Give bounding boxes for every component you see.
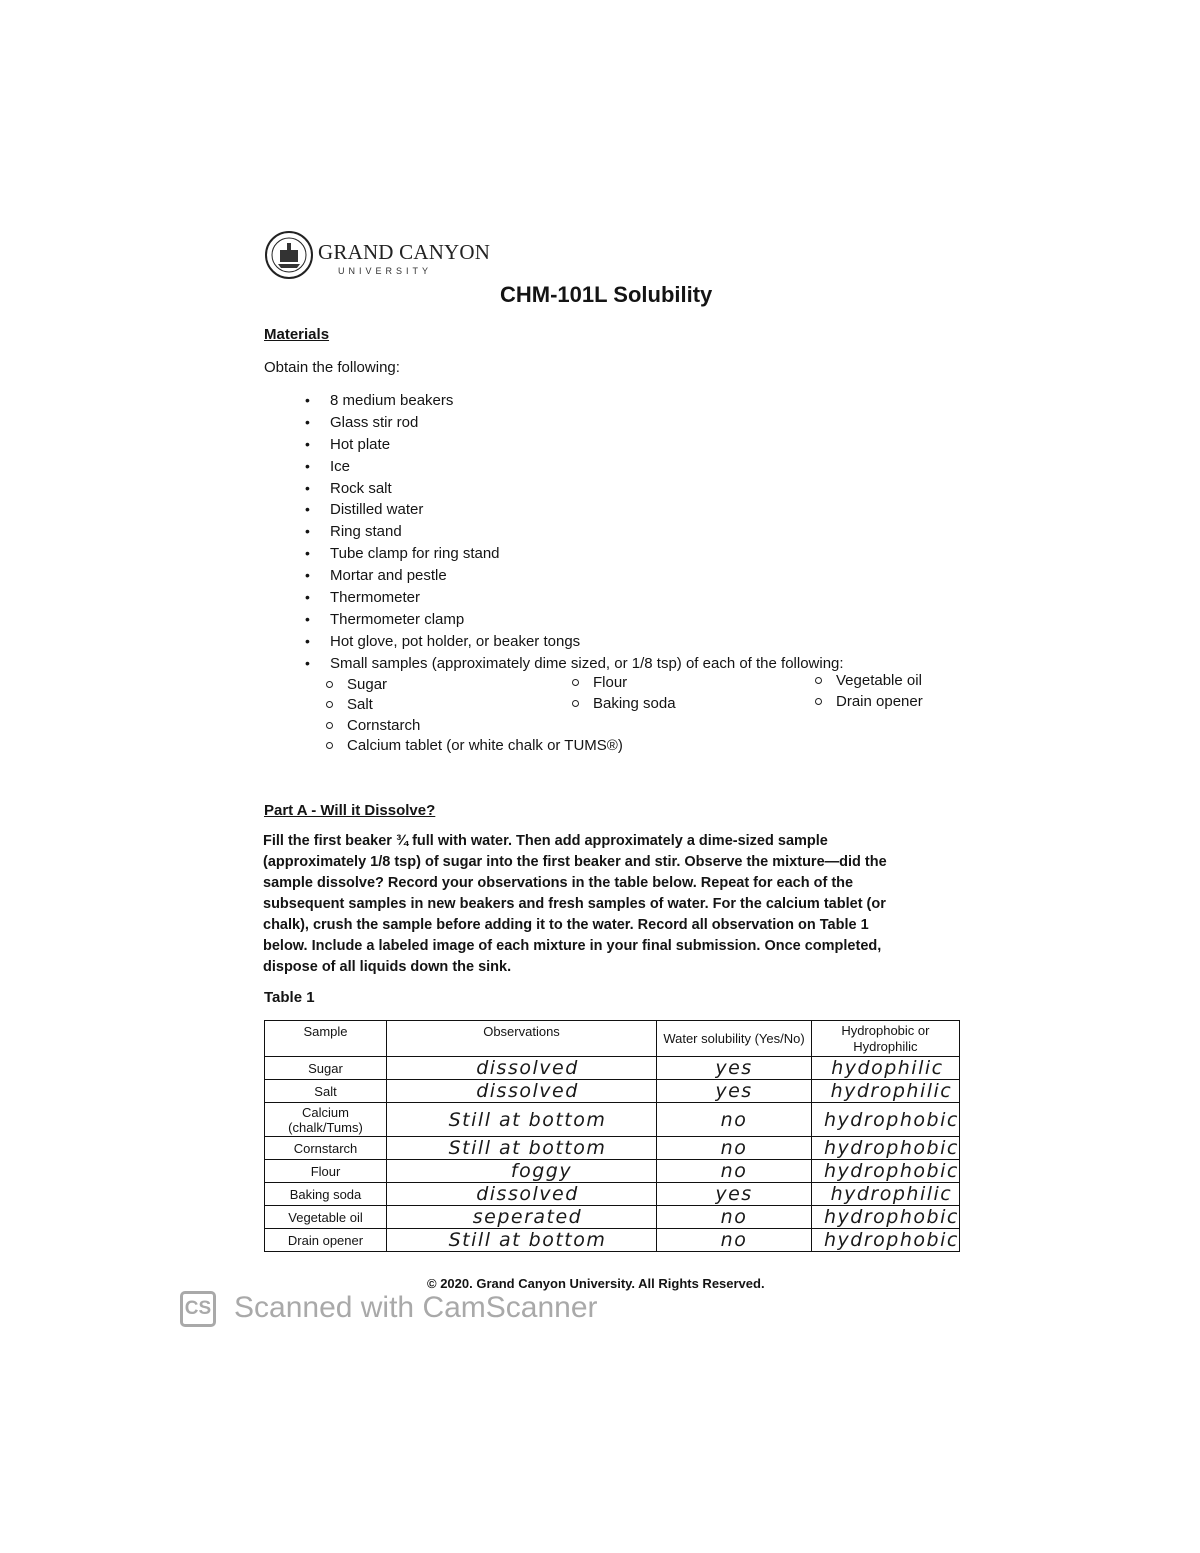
table-row <box>265 1137 960 1160</box>
sample-cell: Calcium (chalk/Tums) <box>265 1103 387 1137</box>
solubility-cell: no <box>657 1160 812 1183</box>
table-row <box>265 1160 960 1183</box>
sample-item: Vegetable oil <box>815 672 922 689</box>
list-item: • Mortar and pestle <box>300 565 844 587</box>
hydro-cell: hydrophobic <box>812 1137 960 1160</box>
table-row <box>265 1103 960 1137</box>
paragraph-line: subsequent samples in new beakers and fresh samples of water. For the calcium tablet (or <box>263 896 886 912</box>
sample-item: Flour <box>572 674 627 691</box>
sample-cell: Baking soda <box>265 1183 387 1206</box>
materials-list <box>300 390 844 675</box>
circle-bullet-icon <box>326 681 333 688</box>
solubility-cell: no <box>657 1137 812 1160</box>
table-row <box>265 1080 960 1103</box>
logo-subtitle: UNIVERSITY <box>338 266 433 276</box>
column-header: Hydrophobic or Hydrophilic <box>812 1021 960 1057</box>
circle-bullet-icon <box>326 742 333 749</box>
column-header: Water solubility (Yes/No) <box>657 1021 812 1057</box>
sample-item: Baking soda <box>572 695 676 712</box>
observation-cell: Still at bottom <box>387 1137 657 1160</box>
hydro-cell: hydrophobic <box>812 1103 960 1137</box>
observation-cell: dissolved <box>387 1057 657 1080</box>
list-item: • Ice <box>300 456 844 478</box>
paragraph-line: (approximately 1/8 tsp) of sugar into the first beaker and stir. Observe the mixture—did the <box>263 854 887 870</box>
hydro-cell: hydrophobic <box>812 1206 960 1229</box>
paragraph-line: dispose of all liquids down the sink. <box>263 959 512 975</box>
circle-bullet-icon <box>326 701 333 708</box>
solubility-cell: yes <box>657 1080 812 1103</box>
column-header: Observations <box>387 1021 657 1057</box>
observation-cell: Still at bottom <box>387 1103 657 1137</box>
list-item: • Ring stand <box>300 521 844 543</box>
sample-item: Drain opener <box>815 693 923 710</box>
sample-item: Salt <box>326 696 373 713</box>
list-item: • Thermometer <box>300 587 844 609</box>
table-row <box>265 1229 960 1252</box>
list-item: • Hot plate <box>300 434 844 456</box>
circle-bullet-icon <box>572 679 579 686</box>
observation-cell: foggy <box>387 1160 657 1183</box>
logo-name: GRAND CANYON <box>318 240 491 264</box>
list-item: • Small samples (approximately dime sized, or 1/8 tsp) of each of the following: <box>300 653 844 675</box>
paragraph-line: below. Include a labeled image of each mixture in your final submission. Once completed, <box>263 938 882 954</box>
paragraph-line: chalk), crush the sample before adding it to the water. Record all observation on Table 1 <box>263 917 869 933</box>
hydro-cell: hydrophobic <box>812 1229 960 1252</box>
list-item: • Distilled water <box>300 499 844 521</box>
part-a-heading: Part A - Will it Dissolve? <box>264 802 436 819</box>
hydro-cell: hydrophilic <box>812 1183 960 1206</box>
paragraph-line: sample dissolve? Record your observations in the table below. Repeat for each of the <box>263 875 854 891</box>
list-item: • Glass stir rod <box>300 412 844 434</box>
sample-item: Cornstarch <box>326 717 420 734</box>
list-item: • Tube clamp for ring stand <box>300 543 844 565</box>
circle-bullet-icon <box>572 700 579 707</box>
solubility-cell: no <box>657 1229 812 1252</box>
table-row <box>265 1206 960 1229</box>
solubility-cell: yes <box>657 1183 812 1206</box>
solubility-table <box>264 1020 960 1252</box>
sample-cell: Sugar <box>265 1057 387 1080</box>
table-row <box>265 1057 960 1080</box>
list-item: • Thermometer clamp <box>300 609 844 631</box>
circle-bullet-icon <box>815 698 822 705</box>
observation-cell: Still at bottom <box>387 1229 657 1252</box>
column-header: Sample <box>265 1021 387 1057</box>
sample-item: Sugar <box>326 676 387 693</box>
solubility-cell: no <box>657 1103 812 1137</box>
table-row <box>265 1183 960 1206</box>
list-item: • 8 medium beakers <box>300 390 844 412</box>
part-a-instructions <box>263 831 953 978</box>
hydro-cell: hydrophobic <box>812 1160 960 1183</box>
list-item: • Hot glove, pot holder, or beaker tongs <box>300 631 844 653</box>
materials-heading: Materials <box>264 326 330 343</box>
hydro-cell: hydrophilic <box>812 1080 960 1103</box>
solubility-cell: no <box>657 1206 812 1229</box>
sample-cell: Cornstarch <box>265 1137 387 1160</box>
camscanner-watermark <box>180 1291 640 1331</box>
sample-cell: Salt <box>265 1080 387 1103</box>
sample-cell: Vegetable oil <box>265 1206 387 1229</box>
university-seal-icon <box>264 230 314 280</box>
copyright-footer: © 2020. Grand Canyon University. All Rights Reserved. <box>427 1276 765 1291</box>
sample-cell: Drain opener <box>265 1229 387 1252</box>
hydro-cell: hydophilic <box>812 1057 960 1080</box>
sample-cell: Flour <box>265 1160 387 1183</box>
table-label: Table 1 <box>264 989 315 1006</box>
sample-item: Calcium tablet (or white chalk or TUMS®) <box>326 737 623 754</box>
materials-intro: Obtain the following: <box>264 359 400 376</box>
university-logo <box>264 230 494 282</box>
list-item: • Rock salt <box>300 478 844 500</box>
observation-cell: dissolved <box>387 1183 657 1206</box>
solubility-cell: yes <box>657 1057 812 1080</box>
observation-cell: seperated <box>387 1206 657 1229</box>
watermark-text: Scanned with CamScanner <box>234 1291 598 1324</box>
camscanner-logo-icon: CS <box>180 1291 216 1327</box>
page-title: CHM-101L Solubility <box>500 282 713 307</box>
table-header-row <box>265 1021 960 1057</box>
circle-bullet-icon <box>326 722 333 729</box>
circle-bullet-icon <box>815 677 822 684</box>
paragraph-line: Fill the first beaker ¾ full with water. Then add approximately a dime-sized sample <box>263 833 828 849</box>
observation-cell: dissolved <box>387 1080 657 1103</box>
